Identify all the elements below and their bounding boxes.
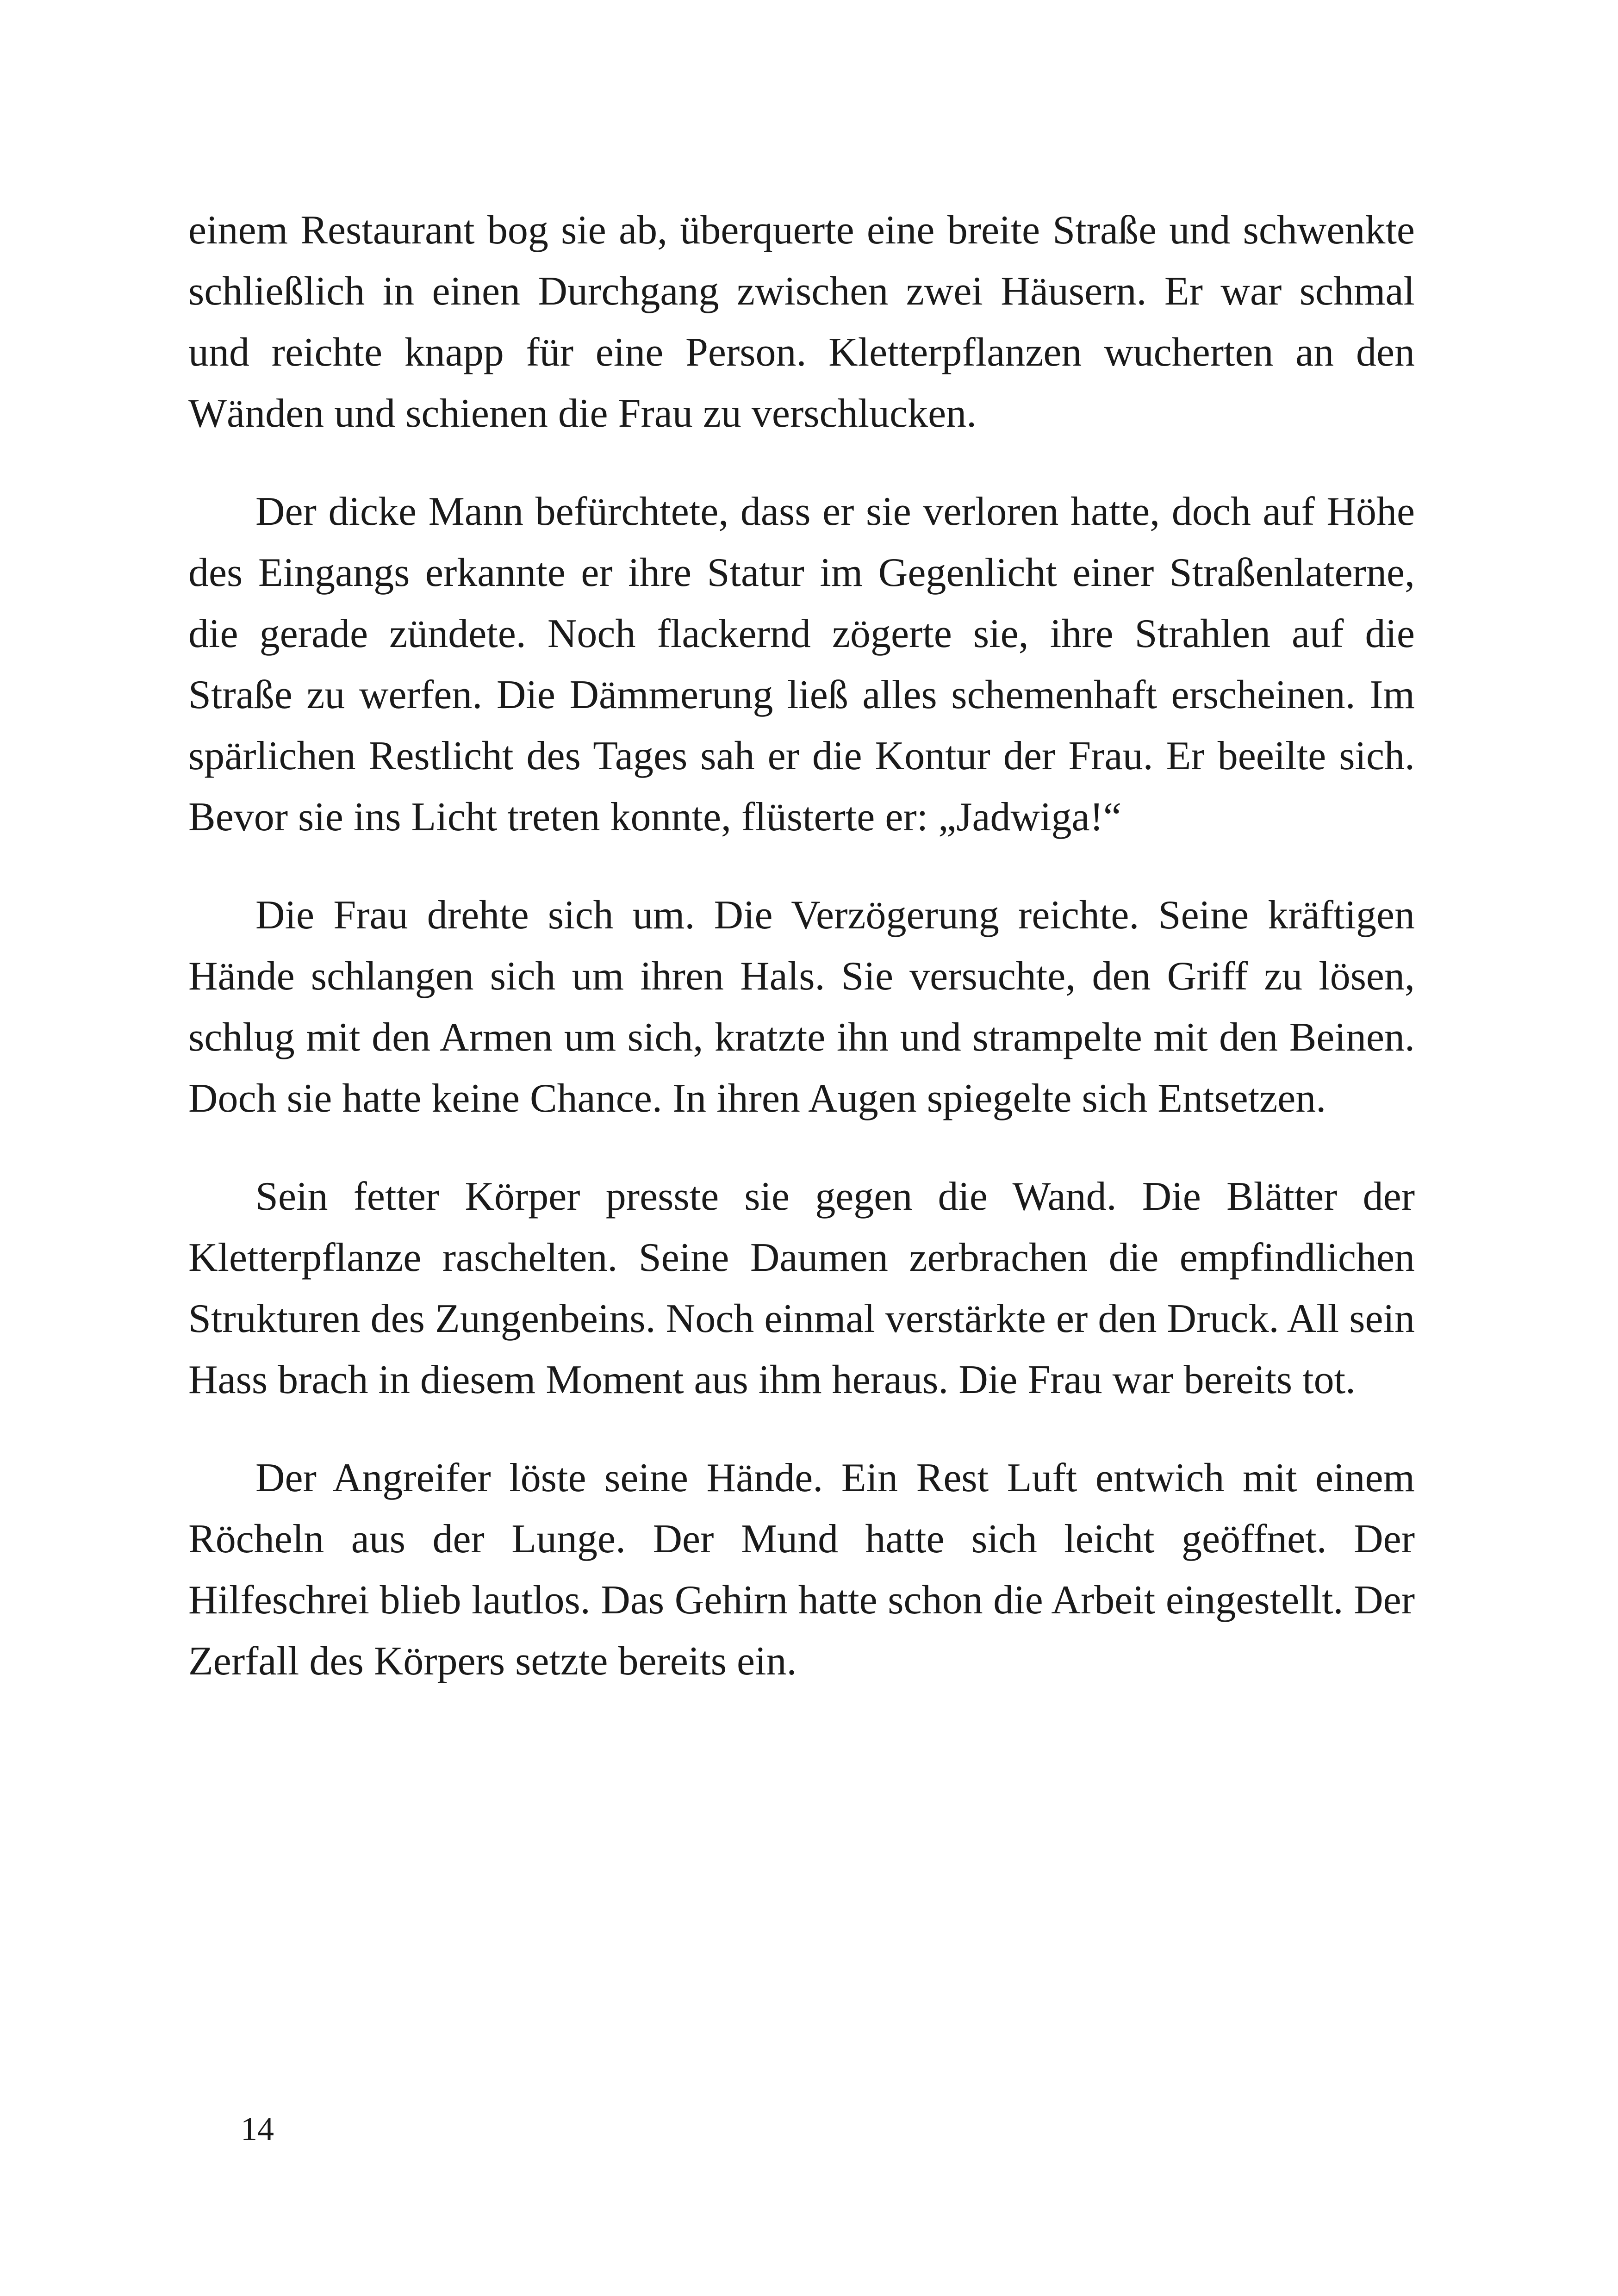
paragraph-3: Die Frau drehte sich um. Die Verzögerung reichte. Seine kräftigen Hände schlangen sich um ihren Hals. Sie versuchte, den Griff zu lösen, schlug mit den Armen um sich, kratzte ihn und strampelte mit den Beinen. Doch sie hatte keine Chance. In ihren Augen spiegelte sich Entsetzen. — [188, 893, 1415, 1121]
body-text — [188, 200, 1415, 1729]
page-number: 14 — [241, 2110, 274, 2147]
paragraph-5: Der Angreifer löste seine Hände. Ein Rest Luft entwich mit einem Röcheln aus der Lunge. Der Mund hatte sich leicht geöffnet. Der Hilfeschrei blieb lautlos. Das Gehirn hatte schon die Arbeit eingestellt. Der Zerfall des Körpers setzte bereits ein. — [188, 1456, 1415, 1684]
paragraph-4: Sein fetter Körper presste sie gegen die Wand. Die Blätter der Kletterpflanze raschelten. Seine Daumen zerbrachen die empfindlichen Strukturen des Zungenbeins. Noch einmal verstärkte er den Druck. All sein Hass brach in diesem Moment aus ihm heraus. Die Frau war bereits tot. — [188, 1174, 1415, 1402]
paragraph-1: einem Restaurant bog sie ab, überquerte eine breite Straße und schwenkte schließlich in einen Durchgang zwischen zwei Häusern. Er war schmal und reichte knapp für eine Person. Kletterpflanzen wucherten an den Wänden und schienen die Frau zu verschlucken. — [188, 208, 1415, 436]
paragraph-2: Der dicke Mann befürchtete, dass er sie verloren hatte, doch auf Höhe des Eingangs erkannte er ihre Statur im Gegenlicht einer Straßenlaterne, die gerade zündete. Noch flackernd zögerte sie, ihre Strahlen auf die Straße zu werfen. Die Dämmerung ließ alles schemenhaft erscheinen. Im spärlichen Restlicht des Tages sah er die Kontur der Frau. Er beeilte sich. Bevor sie ins Licht treten konnte, flüsterte er: „Jadwiga!“ — [188, 489, 1415, 840]
